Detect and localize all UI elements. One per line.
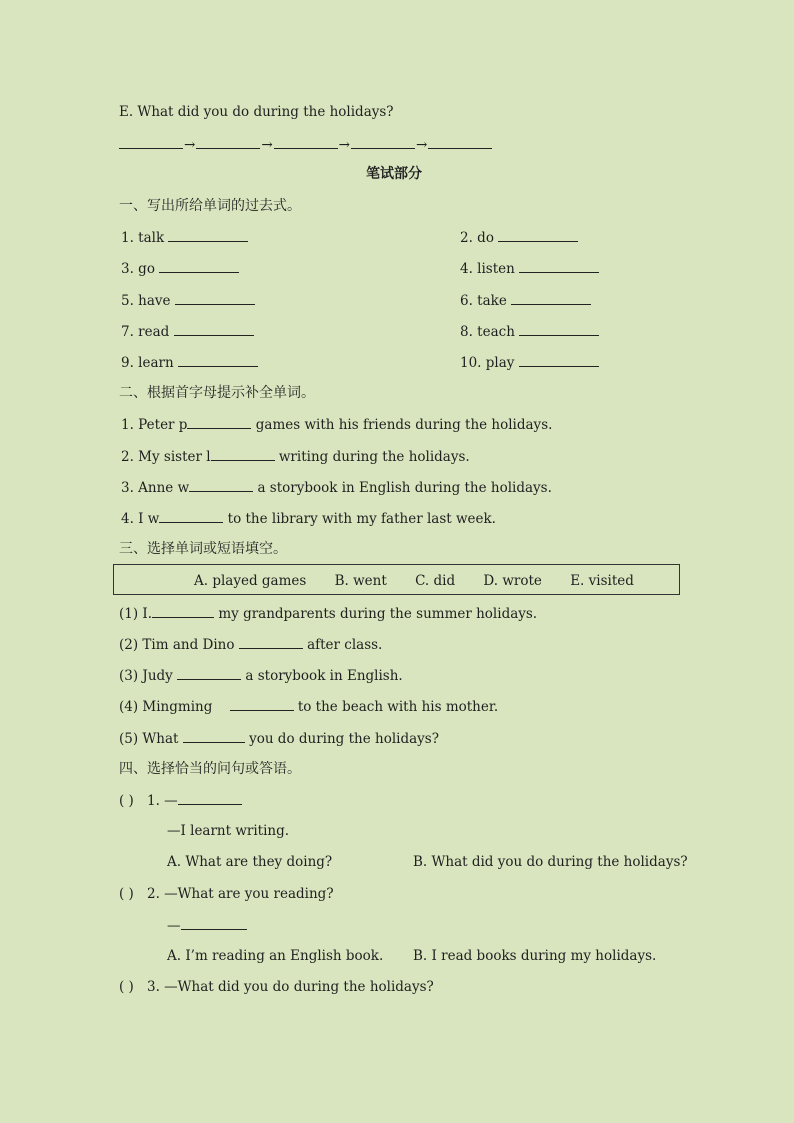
s3-question-1: (1) I. my grandparents during the summer holidays. xyxy=(119,606,538,622)
answer-blank[interactable] xyxy=(178,792,242,805)
sequence-blank-3[interactable] xyxy=(274,136,338,149)
arrow-icon: → xyxy=(338,137,350,153)
word-options-box xyxy=(113,564,680,595)
answer-blank[interactable] xyxy=(175,292,255,305)
answer-blank[interactable] xyxy=(178,354,258,367)
option-a: A. played games xyxy=(194,573,307,589)
answer-blank[interactable] xyxy=(498,229,578,242)
s1-item: 6. take xyxy=(460,292,591,309)
section-4-heading: 四、选择恰当的问句或答语。 xyxy=(119,761,301,777)
s4-q2-option-b: B. I read books during my holidays. xyxy=(413,948,657,964)
option-e: E. visited xyxy=(570,573,634,589)
s4-question-2: ( ) 2. —What are you reading? xyxy=(119,886,334,902)
s1-item: 10. play xyxy=(460,354,599,371)
s1-item: 5. have xyxy=(121,292,255,309)
s1-item: 4. listen xyxy=(460,260,599,277)
answer-blank[interactable] xyxy=(187,416,251,429)
s3-question-3: (3) Judy a storybook in English. xyxy=(119,668,403,684)
s4-question-3: ( ) 3. —What did you do during the holidays? xyxy=(119,979,434,995)
option-d: D. wrote xyxy=(483,573,542,589)
answer-blank[interactable] xyxy=(211,448,275,461)
s3-question-2: (2) Tim and Dino after class. xyxy=(119,637,383,653)
answer-blank[interactable] xyxy=(189,479,253,492)
s3-question-4: (4) Mingming to the beach with his mother. xyxy=(119,699,499,715)
answer-blank[interactable] xyxy=(152,605,214,618)
s2-question-1: 1. Peter p games with his friends during the holidays. xyxy=(121,417,553,433)
answer-blank[interactable] xyxy=(230,698,294,711)
sequence-blank-1[interactable] xyxy=(119,136,183,149)
option-c: C. did xyxy=(415,573,456,589)
section-title: 笔试部分 xyxy=(366,166,422,182)
s1-item: 1. talk xyxy=(121,229,248,246)
s3-question-5: (5) What you do during the holidays? xyxy=(119,731,439,747)
answer-blank[interactable] xyxy=(239,636,303,649)
answer-bracket[interactable]: ( ) xyxy=(119,886,134,902)
answer-blank[interactable] xyxy=(511,292,591,305)
s1-item: 9. learn xyxy=(121,354,258,371)
s4-q1-answer: —I learnt writing. xyxy=(167,823,290,839)
sequence-blanks xyxy=(119,136,492,153)
answer-bracket[interactable]: ( ) xyxy=(119,979,134,995)
s2-question-2: 2. My sister l writing during the holidays. xyxy=(121,449,470,465)
section-2-heading: 二、根据首字母提示补全单词。 xyxy=(119,385,315,401)
answer-blank[interactable] xyxy=(519,354,599,367)
section-1-heading: 一、写出所给单词的过去式。 xyxy=(119,198,301,214)
s4-q1-option-a: A. What are they doing? xyxy=(167,854,333,870)
s1-item: 2. do xyxy=(460,229,578,246)
s4-q2-reply: — xyxy=(167,917,247,934)
arrow-icon: → xyxy=(261,137,273,153)
s4-q2-option-a: A. I’m reading an English book. xyxy=(167,948,384,964)
arrow-icon: → xyxy=(184,137,196,153)
answer-bracket[interactable]: ( ) xyxy=(119,793,134,809)
option-b: B. went xyxy=(334,573,387,589)
s2-question-4: 4. I w to the library with my father last week. xyxy=(121,511,496,527)
answer-blank[interactable] xyxy=(183,730,245,743)
s1-item: 3. go xyxy=(121,260,239,277)
sequence-blank-2[interactable] xyxy=(196,136,260,149)
answer-blank[interactable] xyxy=(159,260,239,273)
sequence-blank-5[interactable] xyxy=(428,136,492,149)
answer-blank[interactable] xyxy=(159,510,223,523)
answer-blank[interactable] xyxy=(181,917,247,930)
answer-blank[interactable] xyxy=(168,229,248,242)
answer-blank[interactable] xyxy=(177,667,241,680)
s1-item: 7. read xyxy=(121,323,254,340)
arrow-icon: → xyxy=(415,137,428,153)
s1-item: 8. teach xyxy=(460,323,599,340)
question-e: E. What did you do during the holidays? xyxy=(119,104,394,120)
s2-question-3: 3. Anne w a storybook in English during the holidays. xyxy=(121,480,552,496)
answer-blank[interactable] xyxy=(519,323,599,336)
answer-blank[interactable] xyxy=(174,323,254,336)
answer-blank[interactable] xyxy=(519,260,599,273)
s4-q1-option-b: B. What did you do during the holidays? xyxy=(413,854,688,870)
s4-question-1: ( ) 1. — xyxy=(119,792,242,809)
section-3-heading: 三、选择单词或短语填空。 xyxy=(119,541,287,557)
sequence-blank-4[interactable] xyxy=(351,136,415,149)
